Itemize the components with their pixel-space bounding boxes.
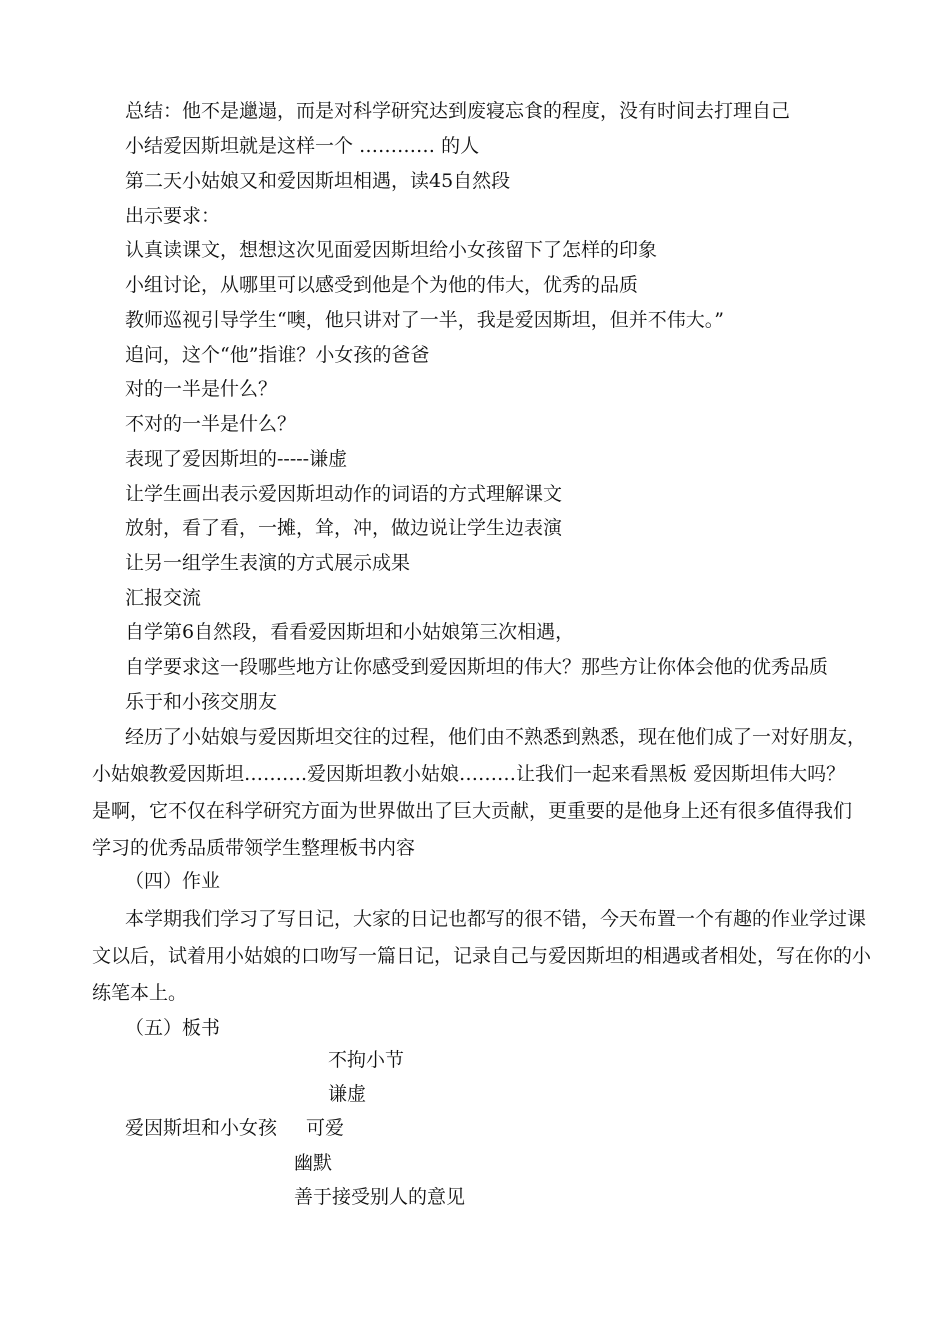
board-item-modest: 谦虚 [328,1083,367,1105]
line-homework-1: 本学期我们学习了写日记，大家的日记也都写的很不错，今天布置一个有趣的作业学过课 [125,908,867,930]
line-homework-3: 练笔本上。 [92,982,188,1004]
line-group-discuss: 小组讨论，从哪里可以感受到他是个为他的伟大，优秀的品质 [125,274,639,296]
line-read-text: 认真读课文，想想这次见面爱因斯坦给小女孩留下了怎样的印象 [125,239,658,261]
line-show-results: 让另一组学生表演的方式展示成果 [125,552,411,574]
board-item-lovely: 可爱 [306,1117,345,1139]
line-summary: 总结：他不是邋遢，而是对科学研究达到废寝忘食的程度，没有时间去打理自己 [125,100,791,122]
line-paragraph-2: 小姑娘教爱因斯坦……….爱因斯坦教小姑娘………让我们一起来看黑板 爱因斯坦伟大吗？ [92,763,846,785]
board-item-humorous: 幽默 [294,1152,333,1174]
line-paragraph-4: 学习的优秀品质带领学生整理板书内容 [92,837,416,859]
line-correct-half: 对的一半是什么？ [125,378,278,400]
line-follow-up: 追问，这个“他”指谁？小女孩的爸爸 [125,344,430,366]
line-wrong-half: 不对的一半是什么？ [125,413,297,435]
board-item-accept-advice: 善于接受别人的意见 [294,1186,466,1208]
line-teacher-guide: 教师巡视引导学生“噢，他只讲对了一半，我是爱因斯坦，但并不伟大。” [125,309,724,331]
section-homework: （四）作业 [125,870,221,892]
line-self-study-req: 自学要求这一段哪些地方让你感受到爱因斯坦的伟大？那些方让你体会他的优秀品质 [125,656,829,678]
line-modest: 表现了爱因斯坦的-----谦虚 [125,448,348,470]
line-paragraph-1: 经历了小姑娘与爱因斯坦交往的过程，他们由不熟悉到熟悉，现在他们成了一对好朋友， [125,726,867,748]
section-board: （五）板书 [125,1017,221,1039]
board-item-not-petty: 不拘小节 [328,1049,405,1071]
board-left-title: 爱因斯坦和小女孩 [125,1117,278,1139]
line-homework-2: 文以后，试着用小姑娘的口吻写一篇日记，记录自己与爱因斯坦的相遇或者相处，写在你的小 [92,945,872,967]
line-brief-summary: 小结爱因斯坦就是这样一个 ………… 的人 [125,135,480,157]
line-friends: 乐于和小孩交朋友 [125,691,278,713]
line-paragraph-3: 是啊，它不仅在科学研究方面为世界做出了巨大贡献，更重要的是他身上还有很多值得我们 [92,800,853,822]
line-act-out: 放射，看了看，一摊，耸，冲，做边说让学生边表演 [125,517,563,539]
line-requirements: 出示要求： [125,205,221,227]
line-report: 汇报交流 [125,587,202,609]
line-self-study: 自学第6自然段，看看爱因斯坦和小姑娘第三次相遇， [125,621,575,643]
line-second-day: 第二天小姑娘又和爱因斯坦相遇，读45自然段 [125,170,511,192]
line-mark-verbs: 让学生画出表示爱因斯坦动作的词语的方式理解课文 [125,483,563,505]
